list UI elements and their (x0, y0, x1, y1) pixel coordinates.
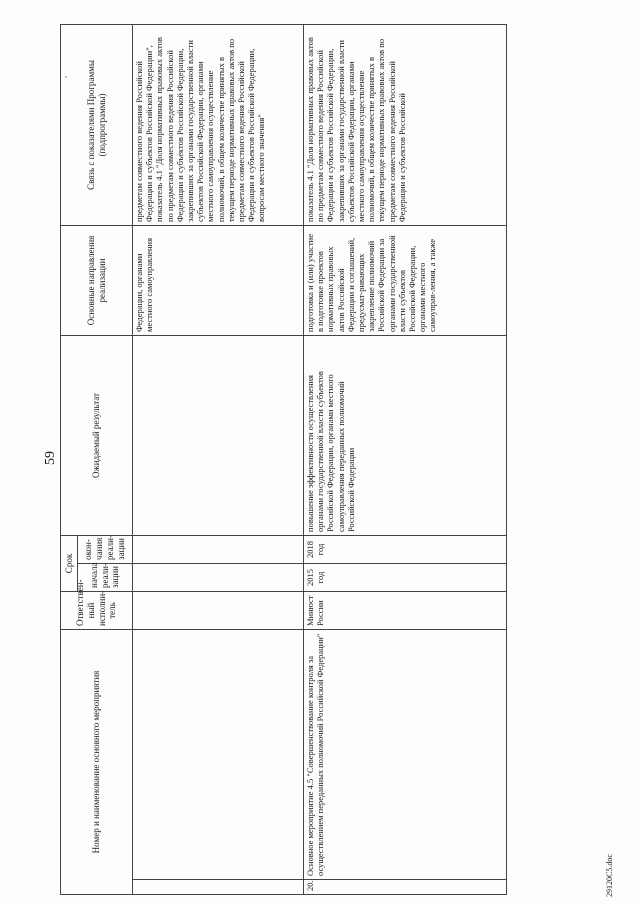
header-end: окон- чания реали- зации (78, 535, 133, 563)
cell-result (133, 335, 304, 535)
cell-directions: подготовка и (или) участие в подготовке проектов нормативных правовых актов Российской Федерации и соглашений, предусмат-ривающих закрепление полномочий Российской Федерации за органами государственной власти субъектов Российской Федерации, органами местного самоуправ-ления, а также (304, 225, 507, 335)
table-row (133, 24, 304, 894)
cell-name: Основное мероприятие 4.5 "Совершенствование контроля за осуществлением переданных полномочий Российской Федерации" (304, 630, 507, 880)
cell-end (133, 535, 304, 563)
cell-start (133, 564, 304, 592)
cell-result: повышение эффективности осуществления органами государственной власти субъектов Российской Федерации, органами местного самоуправления переданных полномочий Российской Федерации (304, 335, 507, 535)
cell-start: 2015 год (304, 564, 507, 592)
cell-program-link: предметам совместного ведения Российской Федерации и субъектов Российской Федерации", показатель 4.1 "Доля нормативных правовых актов по предметам совместного ведения Российской Федерации и субъектов Российской Федерации, закрепивших за органами государственной власти субъектов Российской Федерации, органами местного самоуправления осуществление полномочий, в общем количестве принятых в текущем периоде нормативных правовых актов по предметам совместного ведения Российской Федерации и субъектов Российской Федерации, вопросам местного значения" (133, 24, 304, 225)
cell-executor: Минюст России (304, 592, 507, 630)
header-result: Ожидаемый результат (61, 335, 133, 535)
cell-program-link: показатель 4.1 "Доля нормативных правовых актов по предметам совместного ведения Российской Федерации и субъектов Российской Федерации, закрепивших за органами государственной власти субъектов Российской Федерации, органами местного самоуправления осуществление полномочий, в общем количестве принятых в текущем периоде нормативных правовых актов по предметам совместного ведения Российской Федерации и субъектов Российской (304, 24, 507, 225)
footer-filename: 29120C5.doc (605, 854, 614, 897)
measures-table (57, 24, 507, 895)
header-row-top (61, 24, 78, 894)
cell-end: 2018 год (304, 535, 507, 563)
cell-name (133, 630, 304, 880)
header-directions: Основные направления реализации (61, 225, 133, 335)
cell-directions: Федерации, органами местного самоуправления (133, 225, 304, 335)
table-row (304, 24, 507, 894)
header-start: начала реали- зации (78, 564, 133, 592)
header-program-link: Связь с показателями Программы (подпрограммы) (61, 24, 133, 225)
cell-number (133, 880, 304, 895)
header-term: Срок (61, 535, 78, 591)
page-number: 59 (43, 451, 58, 465)
cell-number: 20. (304, 880, 507, 895)
cell-executor (133, 592, 304, 630)
header-number-name: Номер и наименование основного мероприятия (61, 630, 133, 895)
header-executor: Ответствен- ный исполни- тель (61, 592, 133, 630)
scan-mark: , (57, 73, 69, 79)
